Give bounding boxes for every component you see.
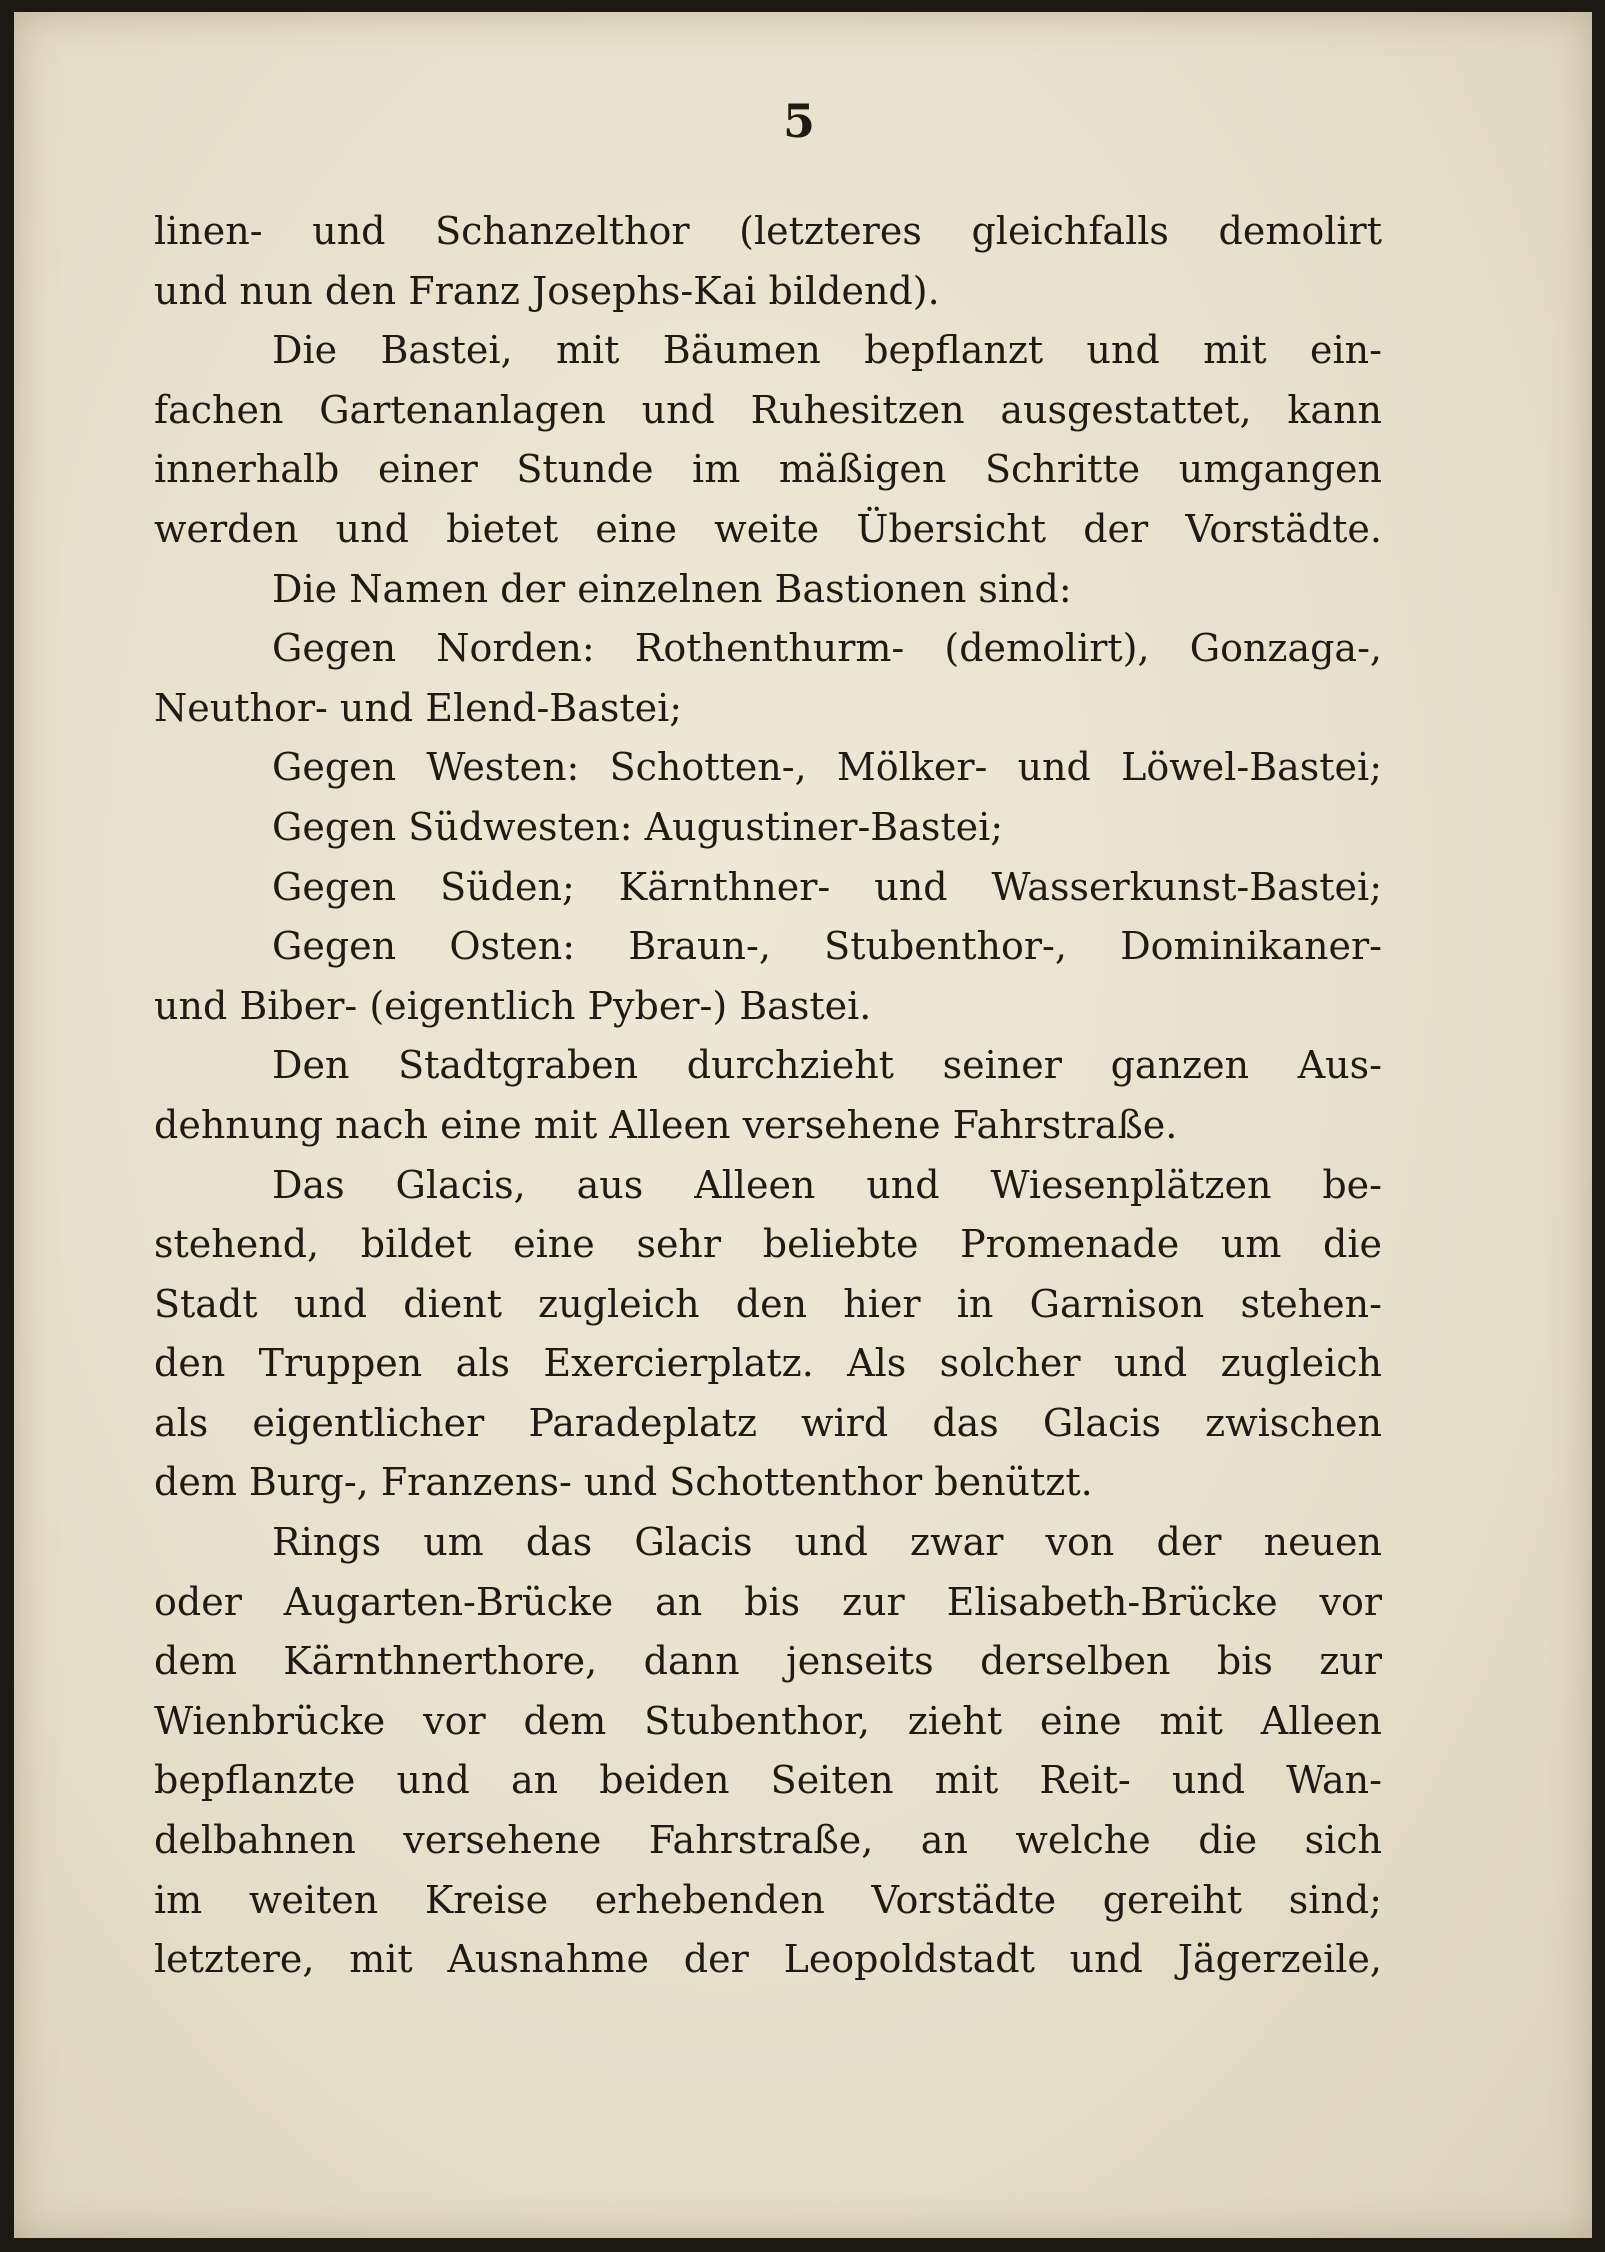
text-line: dem Kärnthnerthore, dann jenseits derselben bis zur: [154, 1639, 1382, 1684]
text-line: werden und bietet eine weite Übersicht der Vorstädte.: [154, 506, 1382, 551]
text-line: dem Burg-, Franzens- und Schottenthor benützt.: [154, 1460, 1093, 1505]
body-text: [154, 202, 1382, 1990]
text-line: Die Namen der einzelnen Bastionen sind:: [272, 566, 1072, 611]
text-line: und nun den Franz Josephs-Kai bildend).: [154, 268, 940, 313]
text-line: letztere, mit Ausnahme der Leopoldstadt und Jägerzeile,: [154, 1937, 1382, 1982]
text-line: Wienbrücke vor dem Stubenthor, zieht eine mit Alleen: [154, 1698, 1382, 1743]
text-line: delbahnen versehene Fahrstraße, an welche die sich: [154, 1818, 1382, 1863]
text-line: innerhalb einer Stunde im mäßigen Schritte umgangen: [154, 447, 1382, 492]
text-line: den Truppen als Exercierplatz. Als solcher und zugleich: [154, 1341, 1382, 1386]
text-line: im weiten Kreise erhebenden Vorstädte gereiht sind;: [154, 1877, 1382, 1922]
text-line: linen- und Schanzelthor (letzteres gleichfalls demolirt: [154, 209, 1382, 253]
text-line: Gegen Norden: Rothenthurm- (demolirt), Gonzaga-,: [272, 626, 1382, 671]
text-line: Die Bastei, mit Bäumen bepflanzt und mit ein-: [272, 328, 1382, 373]
text-line: und Biber- (eigentlich Pyber-) Bastei.: [154, 983, 872, 1028]
text-line: Neuthor- und Elend-Bastei;: [154, 685, 683, 730]
text-line: Gegen Südwesten: Augustiner-Bastei;: [272, 804, 1004, 849]
text-line: bepflanzte und an beiden Seiten mit Reit- und Wan-: [154, 1758, 1382, 1803]
text-line: Gegen Westen: Schotten-, Mölker- und Löwel-Bastei;: [272, 745, 1382, 790]
text-line: Den Stadtgraben durchzieht seiner ganzen Aus-: [272, 1043, 1382, 1088]
text-line: fachen Gartenanlagen und Ruhesitzen ausgestattet, kann: [154, 387, 1382, 432]
text-line: stehend, bildet eine sehr beliebte Promenade um die: [154, 1222, 1382, 1267]
book-page: [14, 12, 1592, 2238]
text-line: Rings um das Glacis und zwar von der neuen: [272, 1520, 1382, 1565]
page-number: 5: [782, 94, 815, 148]
text-line: Gegen Süden; Kärnthner- und Wasserkunst-Bastei;: [272, 864, 1382, 909]
text-line: Das Glacis, aus Alleen und Wiesenplätzen be-: [272, 1162, 1382, 1207]
text-line: Gegen Osten: Braun-, Stubenthor-, Dominikaner-: [272, 924, 1382, 969]
text-line: Stadt und dient zugleich den hier in Garnison stehen-: [154, 1281, 1382, 1326]
text-line: oder Augarten-Brücke an bis zur Elisabeth-Brücke vor: [154, 1579, 1382, 1624]
text-line: als eigentlicher Paradeplatz wird das Glacis zwischen: [154, 1400, 1382, 1445]
text-line: dehnung nach eine mit Alleen versehene Fahrstraße.: [154, 1102, 1178, 1147]
